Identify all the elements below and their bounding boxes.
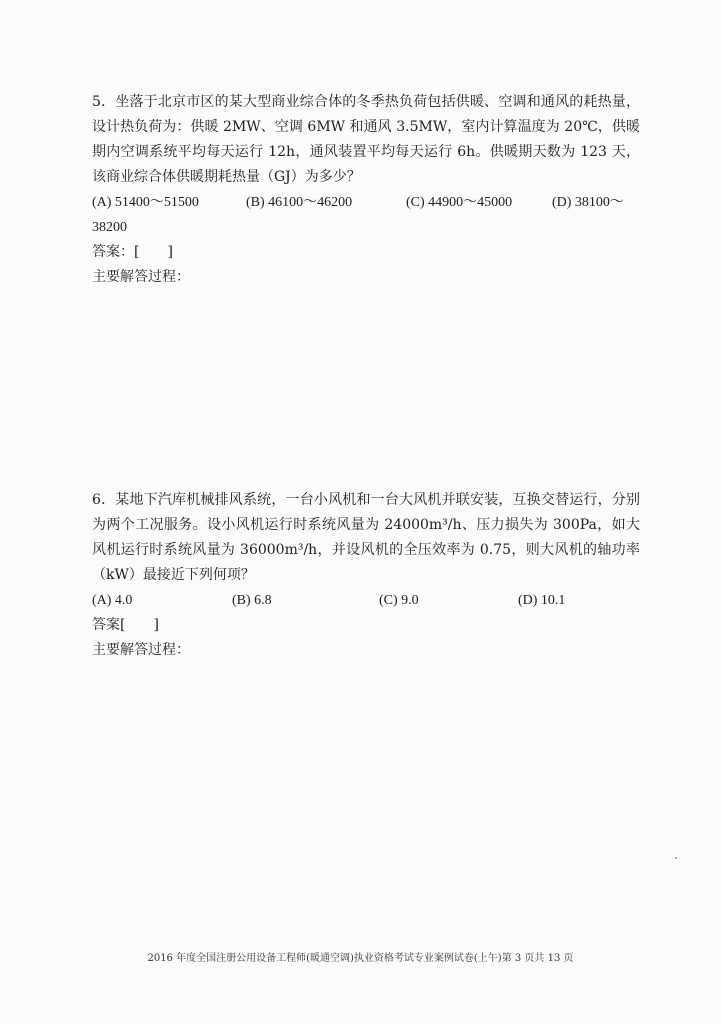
option-b: (B) 46100～46200: [246, 195, 353, 210]
answer-label: 答案[ ]: [92, 617, 159, 633]
option-a: (A) 51400～51500: [92, 195, 199, 210]
option-c: (C) 9.0: [379, 593, 419, 608]
option-c: (C) 44900～45000: [406, 195, 513, 210]
option-d: (D) 10.1: [518, 593, 566, 608]
option-d-continuation: 38200: [92, 220, 127, 235]
options-row: [92, 190, 640, 215]
option-b: (B) 6.8: [232, 593, 272, 608]
option-a: (A) 4.0: [92, 593, 133, 608]
question-5: [92, 90, 640, 290]
options-row: [92, 588, 640, 613]
question-text: 5．坐落于北京市区的某大型商业综合体的冬季热负荷包括供暖、空调和通风的耗热量，设计热负荷为：供暖 2MW、空调 6MW 和通风 3.5MW，室内计算温度为 20℃，供暖期内空调系统平均每天运行 12h，通风装置平均每天运行 6h。供暖期天数为 123 天，该商业综合体供暖期耗热量（GJ）为多少？: [92, 94, 640, 185]
answer-label: 答案：[ ]: [92, 244, 173, 260]
scan-speck: [675, 857, 677, 859]
question-6: [92, 488, 640, 663]
solution-process-label: 主要解答过程：: [92, 642, 190, 658]
page-footer: 2016 年度全国注册公用设备工程师(暖通空调)执业资格考试专业案例试卷(上午)第 3 页共 13 页: [147, 953, 574, 964]
solution-process-label: 主要解答过程：: [92, 269, 190, 285]
option-d: (D) 38100～: [552, 195, 624, 210]
question-text: 6．某地下汽库机械排风系统，一台小风机和一台大风机并联安装，互换交替运行，分别为两个工况服务。设小风机运行时系统风量为 24000m³/h、压力损失为 300Pa，如大风机运行时系统风量为 36000m³/h，并设风机的全压效率为 0.75，则大风机的轴功率（kW）最接近下列何项？: [92, 492, 640, 583]
